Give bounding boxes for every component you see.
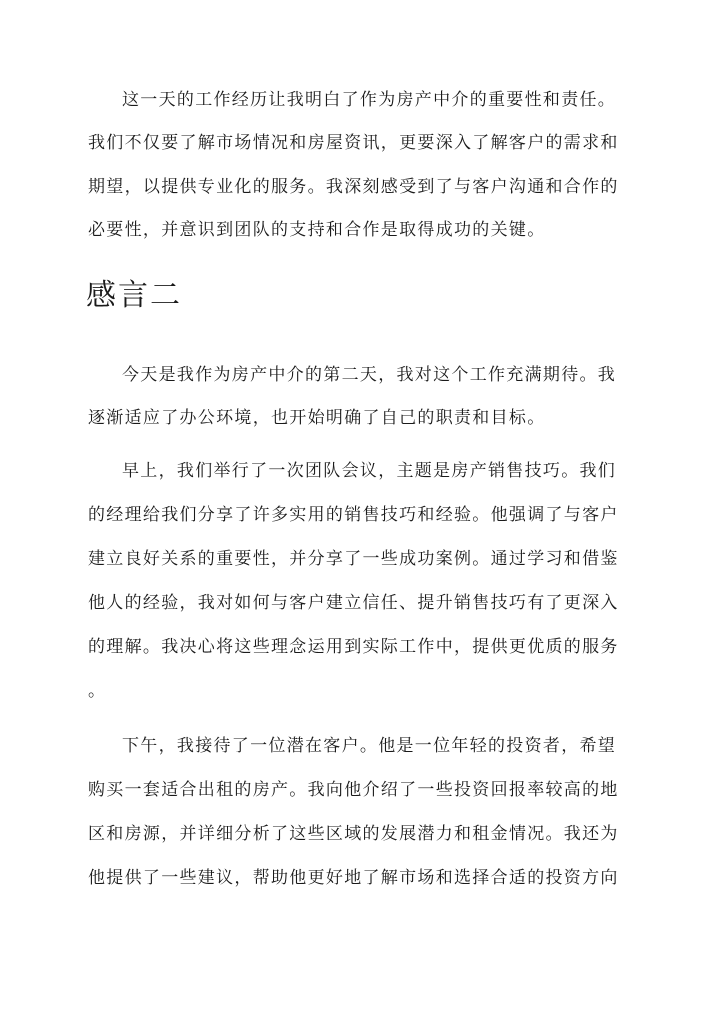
paragraph-1-line-4: 必要性，并意识到团队的支持和合作是取得成功的关键。	[88, 220, 546, 240]
paragraph-3-line-4: 他人的经验，我对如何与客户建立信任、提升销售技巧有了更深入	[88, 593, 619, 613]
paragraph-3-line-2: 的经理给我们分享了许多实用的销售技巧和经验。他强调了与客户	[88, 505, 619, 525]
paragraph-1-line-1: 这一天的工作经历让我明白了作为房产中介的重要性和责任。	[122, 90, 617, 110]
paragraph-3-line-5: 的理解。我决心将这些理念运用到实际工作中，提供更优质的服务	[88, 637, 619, 657]
paragraph-3-line-3: 建立良好关系的重要性，并分享了一些成功案例。通过学习和借鉴	[88, 549, 619, 569]
paragraph-4-line-4: 他提供了一些建议，帮助他更好地了解市场和选择合适的投资方向	[88, 868, 619, 888]
paragraph-4-line-2: 购买一套适合出租的房产。我向他介绍了一些投资回报率较高的地	[88, 780, 619, 800]
paragraph-3-line-6: 。	[88, 681, 107, 701]
section-heading: 感言二	[86, 278, 182, 313]
paragraph-1-line-2: 我们不仅要了解市场情况和房屋资讯，更要深入了解客户的需求和	[88, 133, 619, 153]
paragraph-2-line-1: 今天是我作为房产中介的第二天，我对这个工作充满期待。我	[122, 365, 617, 385]
paragraph-4-line-1: 下午，我接待了一位潜在客户。他是一位年轻的投资者，希望	[122, 736, 617, 756]
paragraph-4-line-3: 区和房源，并详细分析了这些区域的发展潜力和租金情况。我还为	[88, 824, 619, 844]
paragraph-1-line-3: 期望，以提供专业化的服务。我深刻感受到了与客户沟通和合作的	[88, 177, 619, 197]
paragraph-3-line-1: 早上，我们举行了一次团队会议，主题是房产销售技巧。我们	[122, 461, 617, 481]
paragraph-2-line-2: 逐渐适应了办公环境，也开始明确了自己的职责和目标。	[88, 408, 546, 428]
